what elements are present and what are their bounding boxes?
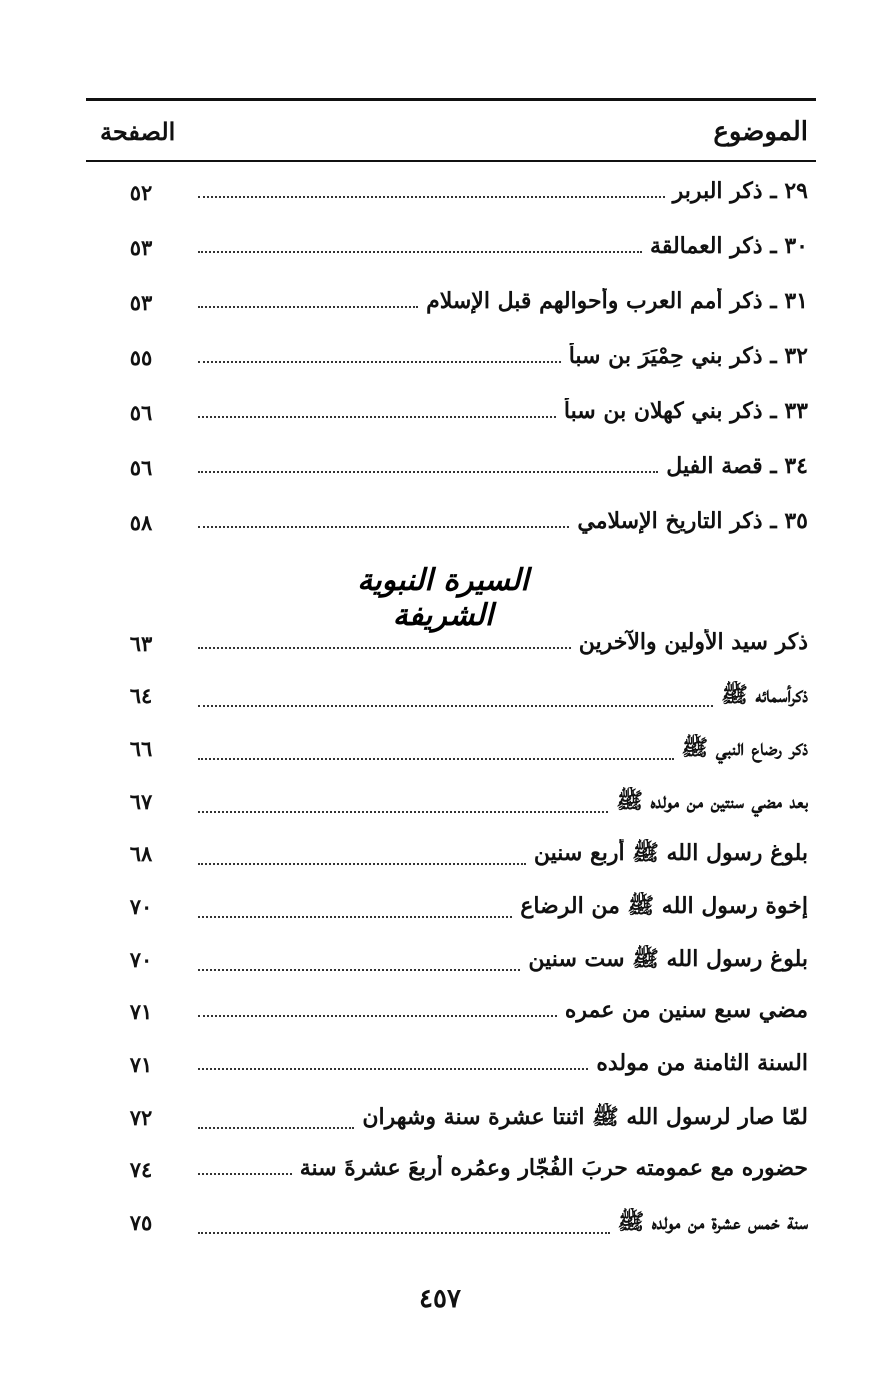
entry-page-number: ٦٨ [129, 841, 153, 866]
toc-entry[interactable] [86, 172, 816, 212]
entry-title: مضي سبع سنين من عمره [564, 997, 808, 1023]
toc-entry[interactable] [86, 227, 816, 267]
dot-leader [198, 1173, 292, 1175]
entry-page-number: ٥٢ [129, 180, 153, 205]
toc-entry[interactable] [86, 939, 816, 979]
dot-leader [198, 526, 569, 528]
toc-entry[interactable] [86, 1097, 816, 1137]
dot-leader [198, 758, 674, 760]
toc-entry[interactable] [86, 991, 816, 1031]
entry-page-number: ٥٥ [129, 345, 153, 370]
header-rule [86, 160, 816, 162]
entry-title: حضوره مع عمومته حربَ الفُجّار وعمُره أربعَ عشرةَ سنة [299, 1155, 808, 1181]
entry-page-number: ٥٨ [129, 510, 153, 535]
dot-leader [198, 705, 713, 707]
entry-page-number: ٧٢ [129, 1105, 153, 1130]
entry-title: ٣٥ ـ ذكر التاريخ الإسلامي [577, 508, 808, 534]
entry-page-number: ٧١ [129, 1052, 153, 1077]
dot-leader [198, 306, 418, 308]
entry-title: سنة خمس عشرة من مولده ﷺ [617, 1209, 808, 1235]
toc-entry[interactable] [86, 1202, 816, 1242]
dot-leader [198, 416, 556, 418]
entry-page-number: ٧٠ [129, 894, 153, 919]
entry-title: ٢٩ ـ ذكر البربر [672, 178, 808, 204]
toc-entry[interactable] [86, 728, 816, 768]
entry-page-number: ٥٣ [129, 235, 153, 260]
entry-page-number: ٥٦ [129, 455, 153, 480]
entry-title: ٣٤ ـ قصة الفيل [666, 453, 808, 479]
toc-header [86, 101, 816, 161]
dot-leader [198, 647, 571, 649]
entry-title: إخوة رسول الله ﷺ من الرضاع [520, 893, 808, 919]
entry-title: ٣٣ ـ ذكر بني كهلان بن سبأ [563, 398, 808, 424]
toc-entry[interactable] [86, 886, 816, 926]
toc-entry[interactable] [86, 1044, 816, 1084]
dot-leader [198, 916, 512, 918]
toc-entry[interactable] [86, 337, 816, 377]
toc-entry[interactable] [86, 282, 816, 322]
entry-title: ذكر رضاع النبي ﷺ [681, 735, 808, 761]
toc-entry[interactable] [86, 833, 816, 873]
entry-title: السنة الثامنة من مولده [596, 1050, 808, 1076]
section-heading-ornament [300, 563, 586, 633]
dot-leader [198, 1015, 557, 1017]
toc-entry[interactable] [86, 675, 816, 715]
entry-title: ٣٢ ـ ذكر بني حِمْيَرَ بن سبأ [568, 343, 808, 369]
entry-page-number: ٦٧ [129, 789, 153, 814]
entry-page-number: ٧٤ [129, 1157, 153, 1182]
dot-leader [198, 863, 526, 865]
dot-leader [198, 471, 658, 473]
entry-title: ٣٠ ـ ذكر العمالقة [650, 233, 808, 259]
entry-page-number: ٥٦ [129, 400, 153, 425]
page-folio-number: ٤٥٧ [419, 1284, 461, 1314]
dot-leader [198, 1068, 588, 1070]
dot-leader [198, 196, 665, 198]
topic-column-header: الموضوع [713, 117, 808, 147]
entry-page-number: ٦٤ [129, 683, 153, 708]
toc-entry[interactable] [86, 502, 816, 542]
entry-page-number: ٧٠ [129, 947, 153, 972]
entry-page-number: ٦٣ [129, 631, 153, 656]
entry-title: ٣١ ـ ذكر أمم العرب وأحوالهم قبل الإسلام [426, 288, 808, 314]
toc-entry[interactable] [86, 1149, 816, 1189]
dot-leader [198, 969, 520, 971]
dot-leader [198, 811, 608, 813]
toc-entry[interactable] [86, 781, 816, 821]
page-column-header: الصفحة [100, 117, 176, 146]
entry-page-number: ٥٣ [129, 290, 153, 315]
dot-leader [198, 1127, 354, 1129]
dot-leader [198, 251, 642, 253]
entry-title: ذكر سيد الأولين والآخرين [578, 629, 808, 655]
toc-entry[interactable] [86, 392, 816, 432]
entry-title: ذكرأسمائه ﷺ [721, 682, 808, 708]
entry-page-number: ٧٥ [129, 1210, 153, 1235]
entry-title: بلوغ رسول الله ﷺ أربع سنين [533, 840, 808, 866]
toc-entry[interactable] [86, 447, 816, 487]
entry-title: بلوغ رسول الله ﷺ ست سنين [528, 946, 808, 972]
section-heading: السيرة النبوية الشريفة [357, 563, 529, 633]
dot-leader [198, 361, 561, 363]
entry-page-number: ٧١ [129, 999, 153, 1024]
entry-page-number: ٦٦ [129, 736, 153, 761]
dot-leader [198, 1232, 610, 1234]
entry-title: بعد مضي سنتين من مولده ﷺ [616, 788, 808, 814]
entry-title: لمّا صار لرسول الله ﷺ اثنتا عشرة سنة وشهران [362, 1104, 808, 1130]
